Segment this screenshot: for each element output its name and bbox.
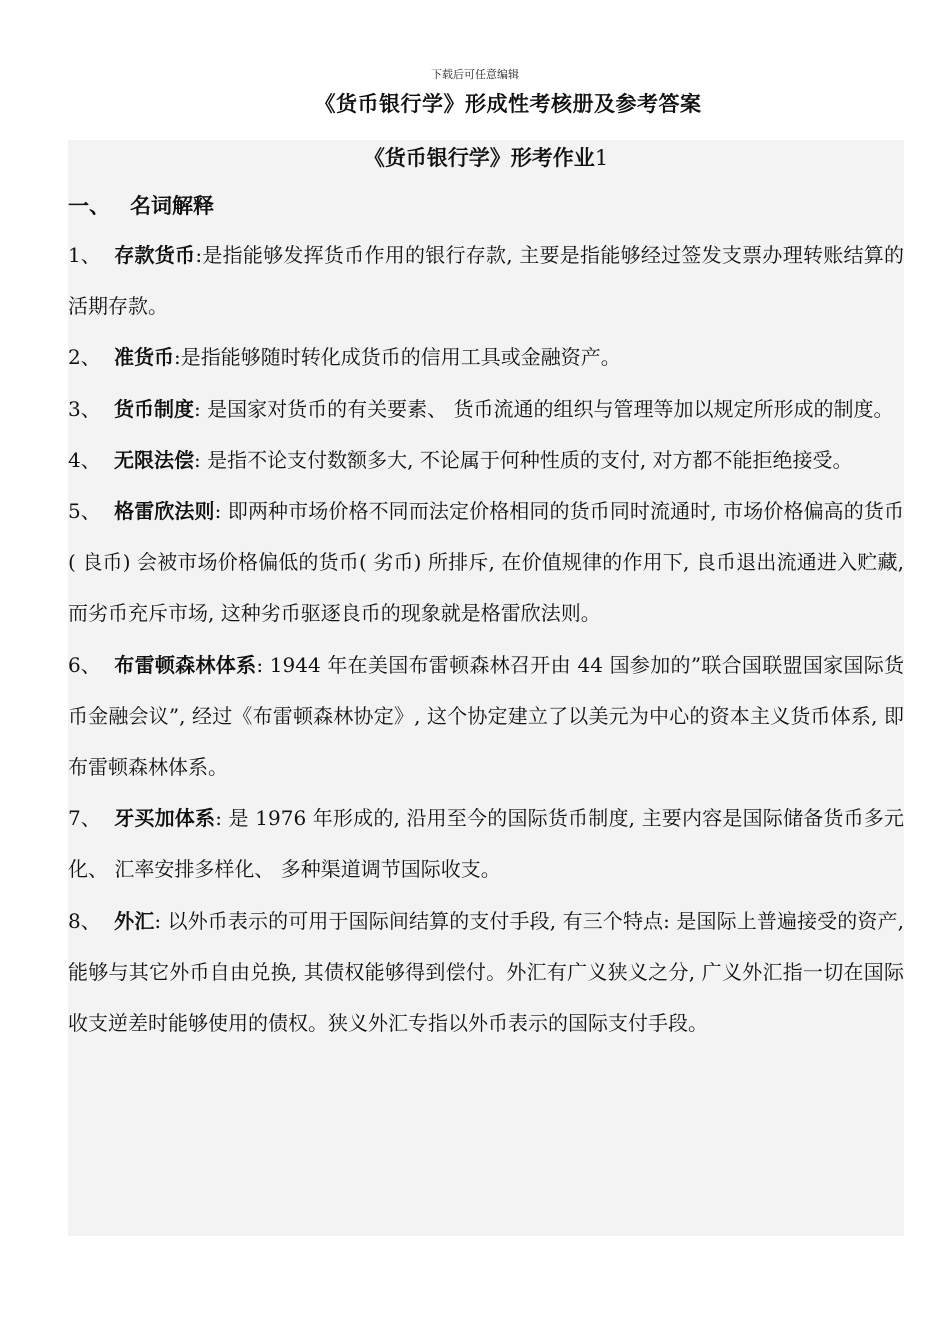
item-index: 8、 xyxy=(68,908,101,933)
definition-list xyxy=(68,230,904,1049)
item-separator: : xyxy=(194,447,208,472)
item-index: 2、 xyxy=(68,345,101,370)
assignment-title-text: 《货币银行学》形考作业 xyxy=(363,146,595,170)
item-definition: 是指不论支付数额多大, 不论属于何种性质的支付, 对方都不能拒绝接受。 xyxy=(207,447,853,472)
item-definition: 是指能够随时转化成货币的信用工具或金融资产。 xyxy=(180,345,621,370)
section-title: 名词解释 xyxy=(130,194,214,218)
item-definition: 是国家对货币的有关要素、 货币流通的组织与管理等加以规定所形成的制度。 xyxy=(207,396,894,421)
item-index: 4、 xyxy=(68,447,101,472)
assignment-title xyxy=(68,142,904,172)
item-index: 6、 xyxy=(68,652,101,677)
section-number: 一、 xyxy=(68,194,110,218)
definition-item xyxy=(68,486,904,640)
definition-item xyxy=(68,332,904,383)
item-term: 货币制度 xyxy=(114,396,194,421)
item-index: 5、 xyxy=(68,499,101,524)
header-note: 下载后可任意编辑 xyxy=(431,68,519,81)
item-separator: : xyxy=(214,499,228,524)
item-definition: 1944 年在美国布雷顿森林召开由 44 国参加的”联合国联盟国家国际货币金融会议”, 经过《布雷顿森林协定》, 这个协定建立了以美元为中心的资本主义货币体系, 即布雷顿森林体系。 xyxy=(68,652,904,780)
item-definition: 是指能够发挥货币作用的银行存款, 主要是指能够经过签发支票办理转账结算的活期存款。 xyxy=(68,243,905,319)
item-definition: 是 1976 年形成的, 沿用至今的国际货币制度, 主要内容是国际储备货币多元化、 汇率安排多样化、 多种渠道调节国际收支。 xyxy=(68,806,904,882)
definition-item xyxy=(68,435,904,486)
item-term: 牙买加体系 xyxy=(114,806,216,831)
item-separator: : xyxy=(256,652,270,677)
item-separator: : xyxy=(194,396,208,421)
item-separator: : xyxy=(195,243,203,267)
definition-item xyxy=(68,384,904,435)
item-term: 准货币 xyxy=(114,345,174,370)
item-term: 布雷顿森林体系 xyxy=(114,652,257,677)
document-title: 《货币银行学》形成性考核册及参考答案 xyxy=(314,92,702,116)
item-term: 格雷欣法则 xyxy=(114,499,215,524)
item-definition: 即两种市场价格不同而法定价格相同的货币同时流通时, 市场价格偏高的货币( 良币) 会被市场价格偏低的货币( 劣币) 所排斥, 在价值规律的作用下, 良币退出流通进入贮藏, 而劣币充斥市场, 这种劣币驱逐良币的现象就是格雷欣法则。 xyxy=(68,499,904,626)
item-term: 无限法偿 xyxy=(114,447,194,472)
item-term: 存款货币 xyxy=(114,243,196,267)
item-term: 外汇 xyxy=(114,908,155,933)
item-separator: : xyxy=(174,345,181,370)
item-separator: : xyxy=(215,806,229,831)
item-separator: : xyxy=(154,908,168,933)
definition-item xyxy=(68,640,904,794)
item-index: 3、 xyxy=(68,396,101,421)
item-index: 7、 xyxy=(68,806,101,831)
definition-item xyxy=(68,793,904,895)
item-index: 1、 xyxy=(68,243,101,267)
assignment-number: 1 xyxy=(594,146,609,170)
section-heading xyxy=(68,190,214,220)
definition-item xyxy=(68,230,904,332)
item-definition: 以外币表示的可用于国际间结算的支付手段, 有三个特点: 是国际上普遍接受的资产, 能够与其它外币自由兑换, 其债权能够得到偿付。外汇有广义狭义之分, 广义外汇指一切在国际收支逆差时能够使用的债权。狭义外汇专指以外币表示的国际支付手段。 xyxy=(68,908,905,1036)
definition-item xyxy=(68,896,904,1050)
